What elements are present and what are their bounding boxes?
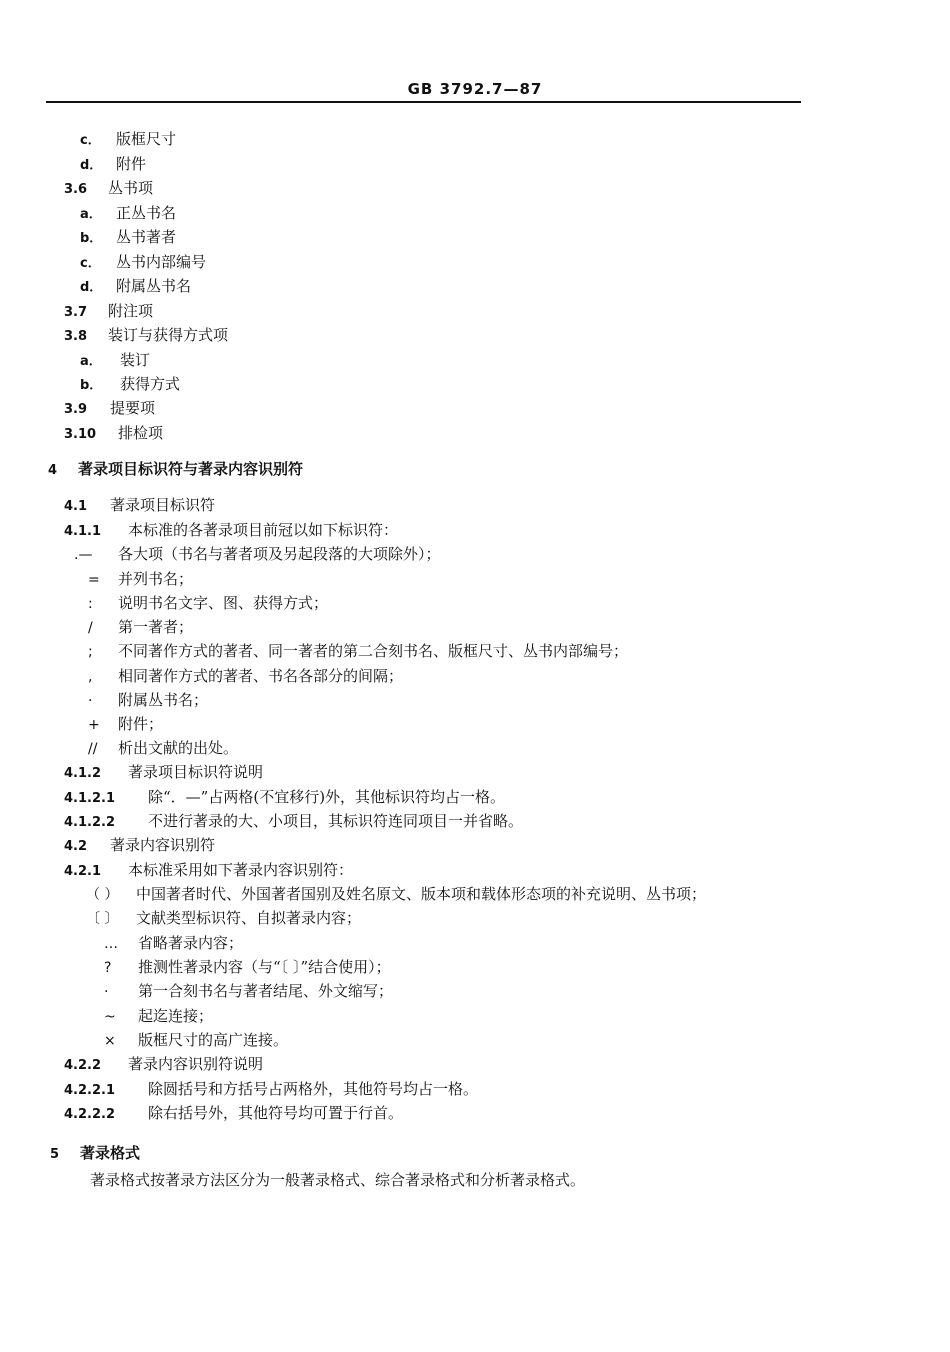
clause-number: 4.1.2.2 [64,815,115,830]
section-number: 4 [48,463,58,478]
identifier-text: 第一著者； [118,618,194,636]
identifier-text: 并列书名； [118,570,194,588]
identifier-symbol: ; [88,644,93,660]
list-item [80,374,180,396]
marker-text: 文献类型标识符、自拟著录内容； [136,909,362,927]
clause-text: 本标准采用如下著录内容识别符： [128,861,354,879]
identifier-item [88,690,208,711]
identifier-item [88,714,163,735]
identifier-symbol: , [88,669,93,685]
content-marker-item [104,981,393,1002]
clause-text: 本标准的各著录项目前冠以如下标识符： [128,521,399,539]
marker-symbol: × [104,1033,116,1049]
list-item [64,325,228,347]
item-number: 3.9 [64,402,88,417]
identifier-text: 说明书名文字、图、获得方式； [118,594,329,612]
item-text: 丛书内部编号 [116,253,207,271]
identifier-symbol: + [88,717,100,733]
clause-text: 除“．—”占两格(不宜移行)外，其他标识符均占一格。 [148,788,506,806]
marker-text: 省略著录内容； [138,934,244,952]
list-item [64,398,155,420]
item-number: b． [80,378,103,393]
content-marker-item [104,1006,213,1027]
item-text: 提要项 [110,399,156,417]
clause [64,787,505,809]
clause [64,860,353,882]
section-title: 著录格式 [80,1144,141,1162]
subsection-title: 著录项目标识符 [110,496,216,514]
header-rule [46,101,801,103]
clause-text: 除右括号外，其他符号均可置于行首。 [148,1104,404,1122]
identifier-symbol: / [88,620,93,636]
item-text: 附属丛书名 [116,277,192,295]
clause-number: 4.1.1 [64,524,102,539]
identifier-symbol: .— [74,547,93,563]
list-item [80,129,176,151]
list-item [80,227,176,249]
marker-text: 中国著者时代、外国著者国别及姓名原文、版本项和载体形态项的补充说明、丛书项； [136,885,707,903]
content-marker-item [104,1030,288,1051]
marker-text: 起迄连接； [138,1007,214,1025]
list-item [64,423,163,445]
content-marker-item [86,884,706,905]
list-item [80,276,191,298]
identifier-item [88,617,193,638]
clause [64,762,263,784]
item-number: 3.7 [64,305,88,320]
clause-number: 4.1.2 [64,766,102,781]
item-text: 附件 [116,155,147,173]
marker-symbol: 〔 〕 [86,911,119,927]
clause-text: 著录内容识别符说明 [128,1055,264,1073]
identifier-item [88,569,193,590]
identifier-text: 各大项（书名与著者项及另起段落的大项除外）； [118,545,441,563]
marker-text: 版框尺寸的高广连接。 [138,1031,289,1049]
list-item [80,154,146,176]
item-text: 获得方式 [120,375,181,393]
content-marker-item [104,933,243,954]
identifier-text: 附件； [118,715,164,733]
item-text: 丛书项 [108,179,154,197]
section-number: 5 [50,1147,60,1162]
clause-text: 除圆括号和方括号占两格外，其他符号均占一格。 [148,1080,479,1098]
identifier-text: 相同著作方式的著者、书名各部分的间隔； [118,667,404,685]
section-heading [50,1143,140,1165]
marker-text: 第一合刻书名与著者结尾、外文缩写； [138,982,394,1000]
item-text: 版框尺寸 [116,130,177,148]
content-marker-item [86,908,361,929]
item-number: a． [80,354,102,369]
marker-symbol: · [104,984,109,1000]
item-number: c． [80,133,101,148]
standard-code-header: GB 3792.7—87 [407,80,543,98]
subsection-title: 著录内容识别符 [110,836,216,854]
subsection-heading [64,495,215,517]
clause-number: 4.1.2.1 [64,791,115,806]
identifier-item [88,641,628,662]
subsection-heading [64,835,215,857]
identifier-item [88,738,238,759]
item-number: d． [80,158,103,173]
section-heading [48,459,303,481]
list-item [64,178,153,200]
list-item [80,350,150,372]
item-number: d． [80,280,103,295]
clause-number: 4.2.1 [64,864,102,879]
item-text: 排检项 [118,424,164,442]
marker-symbol: ? [104,960,112,976]
content-marker-item [104,957,391,978]
item-text: 装订 [120,351,151,369]
item-number: 3.10 [64,427,97,442]
item-text: 装订与获得方式项 [108,326,229,344]
item-number: a． [80,207,102,222]
list-item [80,252,206,274]
marker-symbol: … [104,936,118,952]
identifier-text: 析出文献的出处。 [118,739,239,757]
list-item [64,301,153,323]
clause-number: 4.2.2.2 [64,1107,115,1122]
paragraph: 著录格式按著录方法区分为一般著录格式、综合著录格式和分析著录格式。 [90,1171,586,1189]
subsection-number: 4.2 [64,839,88,854]
section-title: 著录项目标识符与著录内容识别符 [78,460,304,478]
item-text: 附注项 [108,302,154,320]
identifier-text: 不同著作方式的著者、同一著者的第二合刻书名、版框尺寸、丛书内部编号； [118,642,629,660]
clause [64,1103,403,1125]
marker-symbol: （ ） [86,887,119,903]
identifier-symbol: : [88,596,93,612]
clause [64,811,523,833]
identifier-item [74,544,441,565]
item-number: 3.8 [64,329,88,344]
identifier-item [88,666,403,687]
subsection-number: 4.1 [64,499,88,514]
item-text: 正丛书名 [116,204,177,222]
clause-number: 4.2.2.1 [64,1083,115,1098]
clause [64,520,398,542]
identifier-symbol: // [88,741,98,757]
identifier-text: 附属丛书名； [118,691,209,709]
item-number: c． [80,256,101,271]
marker-symbol: ~ [104,1009,116,1025]
item-text: 丛书著者 [116,228,177,246]
marker-text: 推测性著录内容（与“〔 〕”结合使用）； [138,958,391,976]
clause-number: 4.2.2 [64,1058,102,1073]
identifier-symbol: · [88,693,93,709]
clause [64,1079,478,1101]
identifier-symbol: = [88,572,100,588]
clause-text: 著录项目标识符说明 [128,763,264,781]
item-number: 3.6 [64,182,88,197]
identifier-item [88,593,328,614]
clause-text: 不进行著录的大、小项目，其标识符连同项目一并省略。 [148,812,524,830]
item-number: b． [80,231,103,246]
list-item [80,203,176,225]
clause [64,1054,263,1076]
